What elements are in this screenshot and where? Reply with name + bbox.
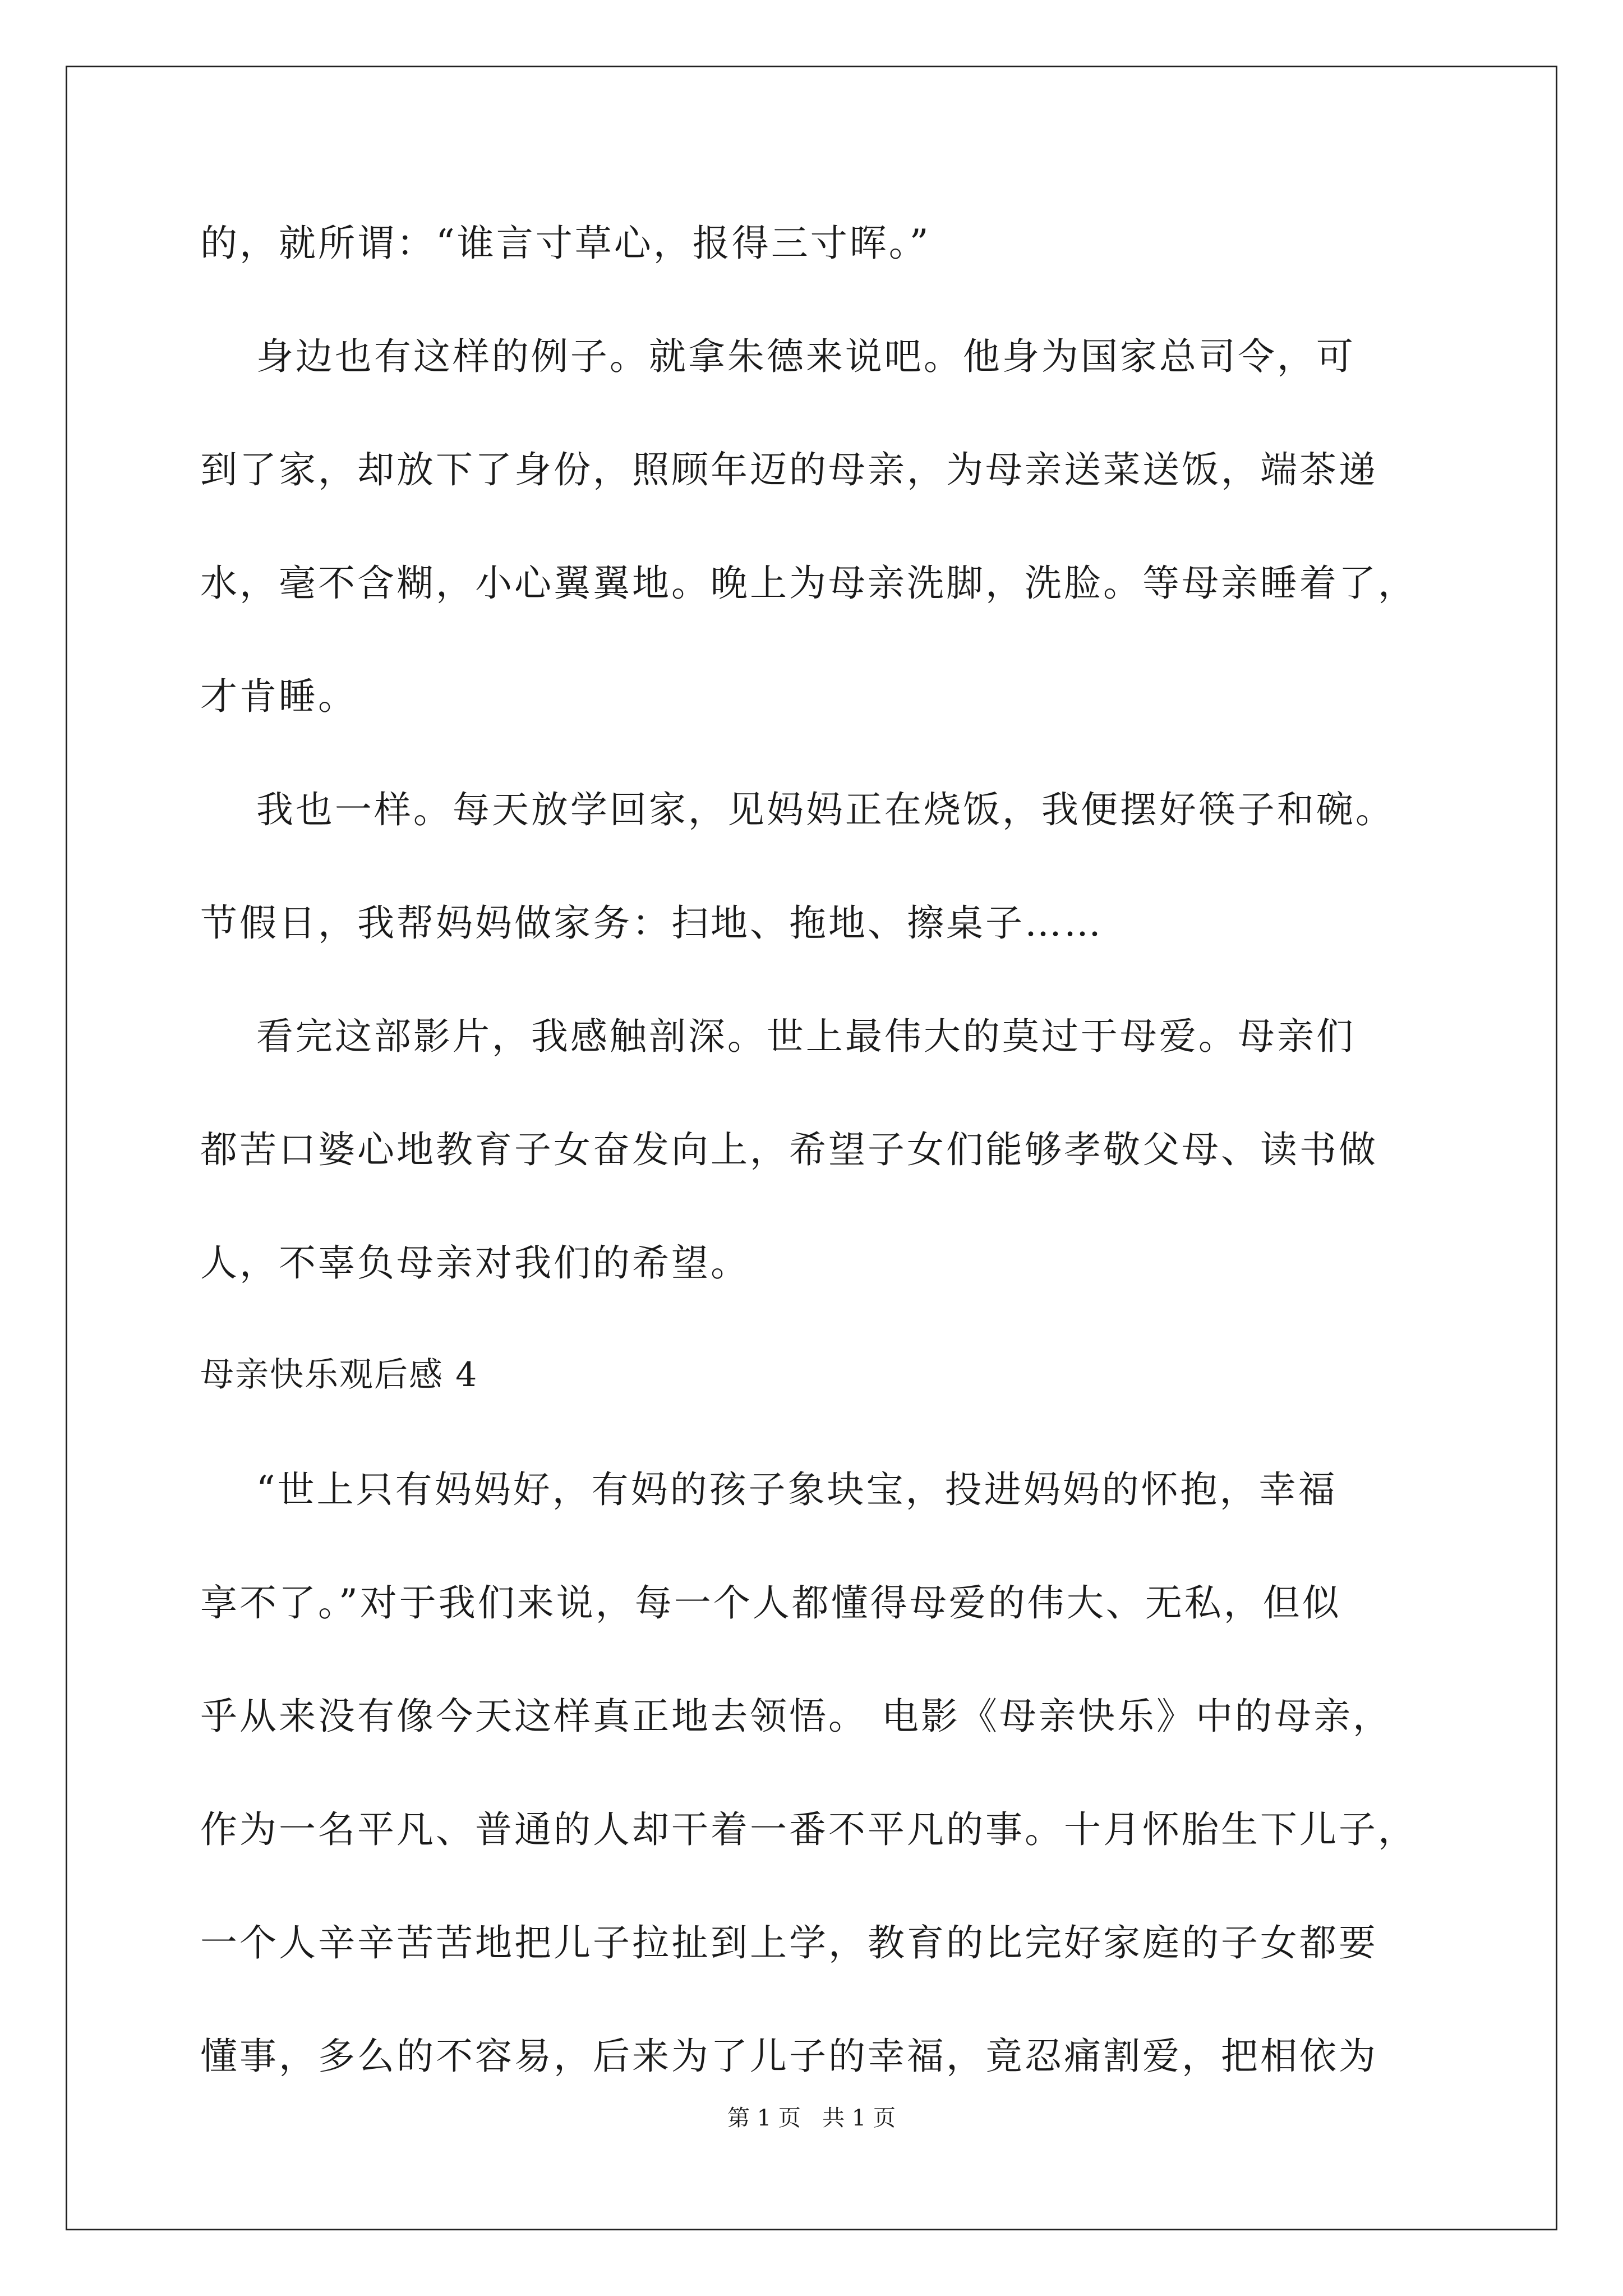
text-line: 才肯睡。: [200, 675, 357, 718]
page-footer: 第 1 页 共 1 页: [727, 2105, 896, 2131]
text-line: 都苦口婆心地教育子女奋发向上，希望子女们能够孝敬父母、读书做: [200, 1128, 1378, 1171]
text-line: 享不了。”对于我们来说，每一个人都懂得母爱的伟大、无私，但似: [200, 1581, 1341, 1625]
section-heading: 母亲快乐观后感 4: [200, 1355, 478, 1395]
text-line: 人，不辜负母亲对我们的希望。: [200, 1241, 750, 1285]
text-line: 水，毫不含糊，小心翼翼地。晚上为母亲洗脚，洗脸。等母亲睡着了，: [200, 562, 1417, 605]
text-line: 一个人辛辛苦苦地把儿子拉扯到上学，教育的比完好家庭的子女都要: [200, 1921, 1378, 1964]
text-line: 节假日，我帮妈妈做家务：扫地、拖地、擦桌子……: [200, 901, 1103, 945]
text-line: 乎从来没有像今天这样真正地去领悟。 电影《母亲快乐》中的母亲，: [200, 1695, 1392, 1738]
text-line: 我也一样。每天放学回家，见妈妈正在烧饭，我便摆好筷子和碗。: [200, 788, 1395, 831]
text-line: 看完这部影片，我感触剖深。世上最伟大的莫过于母爱。母亲们: [200, 1015, 1355, 1058]
text-line: 到了家，却放下了身份，照顾年迈的母亲，为母亲送菜送饭，端茶递: [200, 448, 1378, 491]
text-line: 身边也有这样的例子。就拿朱德来说吧。他身为国家总司令，可: [200, 335, 1355, 378]
text-line: 懂事，多么的不容易，后来为了儿子的幸福，竟忍痛割爱，把相依为: [200, 2035, 1378, 2078]
text-line: “世上只有妈妈好，有妈的孩子象块宝，投进妈妈的怀抱，幸福: [200, 1468, 1338, 1511]
text-line: 的，就所谓：“谁言寸草心，报得三寸晖。”: [200, 222, 931, 265]
text-line: 作为一名平凡、普通的人却干着一番不平凡的事。十月怀胎生下儿子，: [200, 1808, 1417, 1851]
